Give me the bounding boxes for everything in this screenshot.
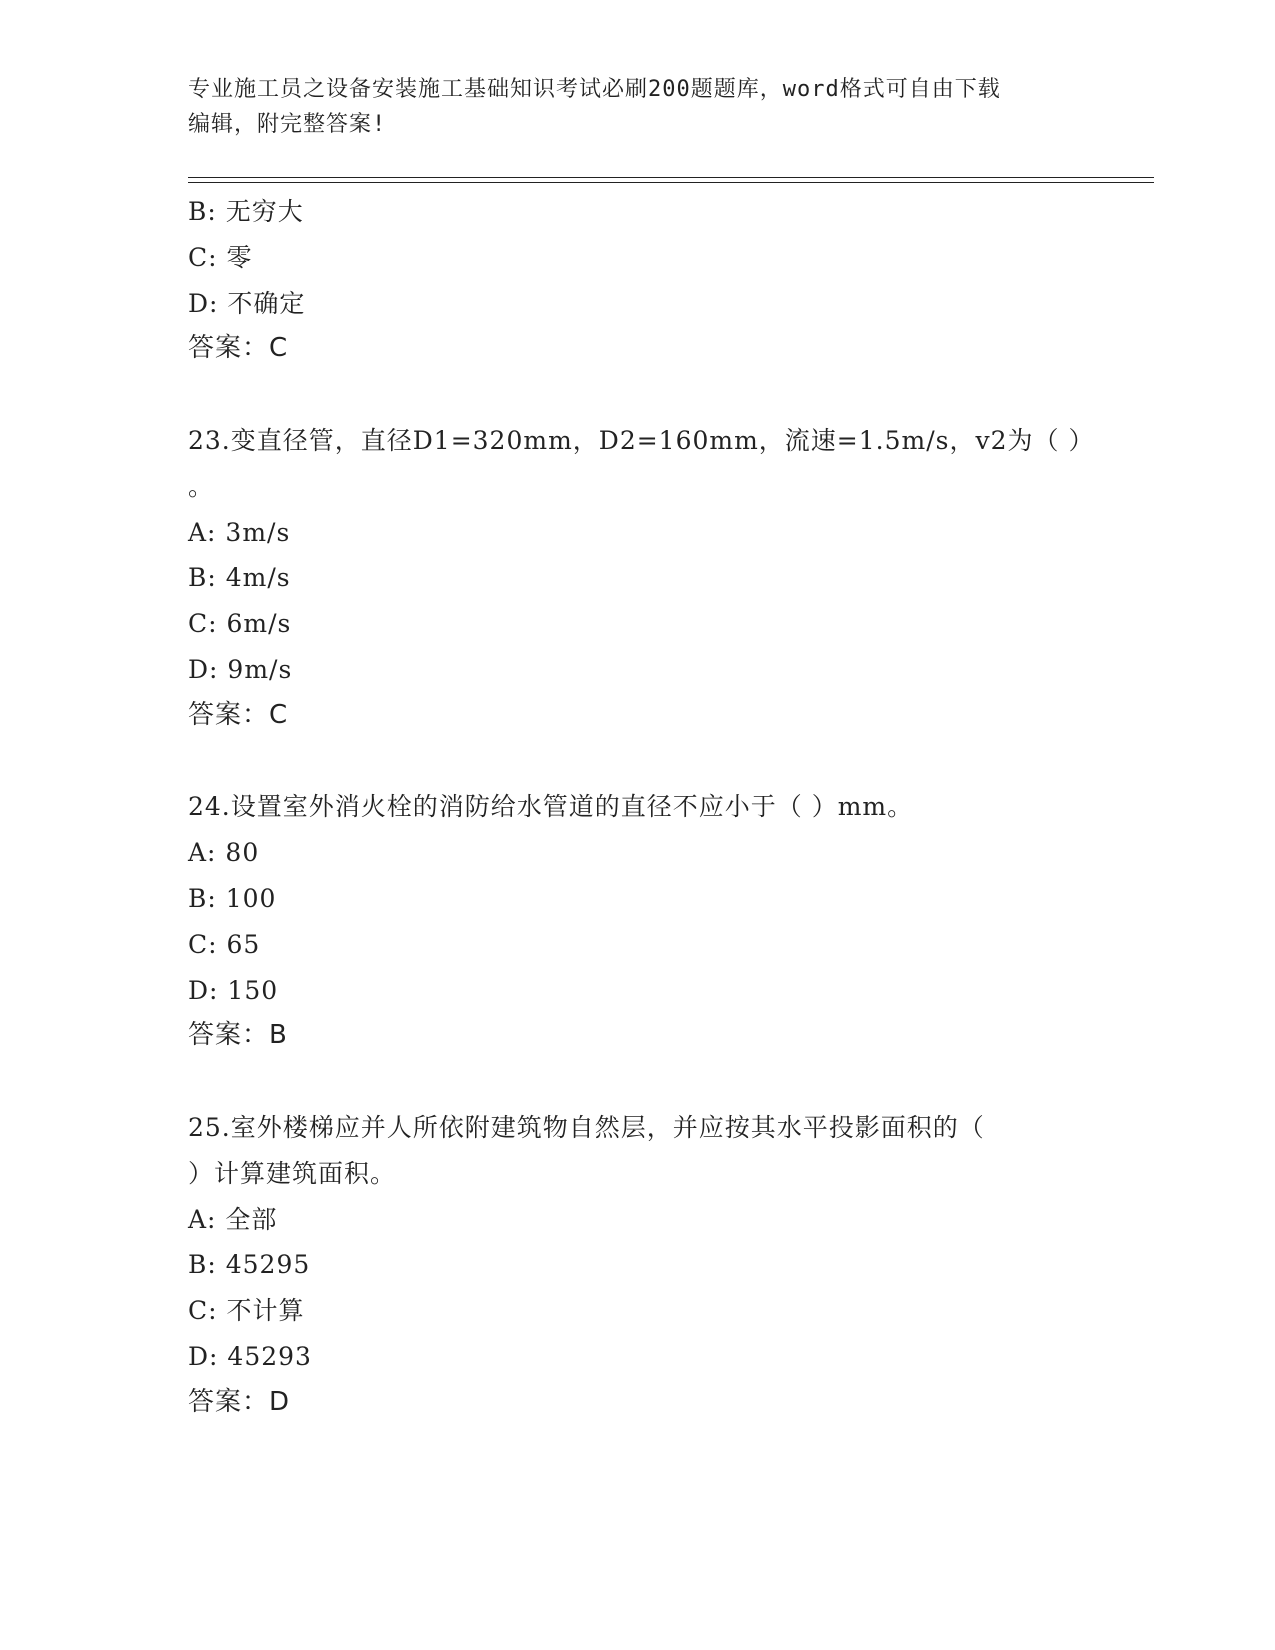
- option-b: B: 无穷大: [188, 197, 304, 226]
- question-block-24: [188, 784, 1088, 1059]
- option-c: C: 零: [188, 242, 253, 272]
- answer-line: 答案：C: [188, 333, 289, 364]
- document-header: [188, 72, 1088, 142]
- question-stem: 25.室外楼梯应并人所依附建筑物自然层，并应按其水平投影面积的（: [188, 1112, 985, 1142]
- option-a: A: 全部: [188, 1204, 278, 1234]
- question-stem: 23.变直径管，直径D1=320mm，D2=160mm，流速=1.5m/s，v2为（ ）: [188, 425, 1095, 455]
- option-d: D: 45293: [188, 1341, 312, 1371]
- header-divider-top: [188, 177, 1154, 178]
- question-block-25: [188, 1105, 1088, 1426]
- option-d: D: 150: [188, 975, 279, 1005]
- option-b: B: 100: [188, 883, 277, 913]
- header-line-1: 专业施工员之设备安装施工基础知识考试必刷200题题库，word格式可自由下载: [188, 77, 1001, 102]
- option-b: B: 45295: [188, 1250, 311, 1280]
- option-c: C: 不计算: [188, 1296, 305, 1326]
- header-divider-bottom: [188, 182, 1154, 183]
- answer-line: 答案：C: [188, 699, 289, 730]
- answer-line: 答案：B: [188, 1020, 288, 1051]
- option-c: C: 65: [188, 929, 261, 959]
- question-spacer: [188, 739, 1088, 785]
- question-block-23: [188, 418, 1095, 739]
- option-c: C: 6m/s: [188, 609, 292, 639]
- question-stem-continued: 。: [188, 471, 215, 501]
- question-stem: 24.设置室外消火栓的消防给水管道的直径不应小于（ ）mm。: [188, 792, 914, 822]
- question-block-22: [188, 189, 1088, 372]
- option-d: D: 9m/s: [188, 654, 293, 684]
- answer-line: 答案：D: [188, 1386, 291, 1417]
- header-line-2: 编辑，附完整答案!: [188, 112, 387, 137]
- question-stem-continued: ）计算建筑面积。: [188, 1158, 397, 1188]
- option-a: A: 3m/s: [188, 517, 291, 547]
- option-a: A: 80: [188, 838, 260, 868]
- question-list: [188, 189, 1095, 1426]
- question-spacer: [188, 1059, 1088, 1105]
- question-spacer: [188, 372, 1088, 418]
- option-d: D: 不确定: [188, 288, 306, 318]
- option-b: B: 4m/s: [188, 563, 291, 593]
